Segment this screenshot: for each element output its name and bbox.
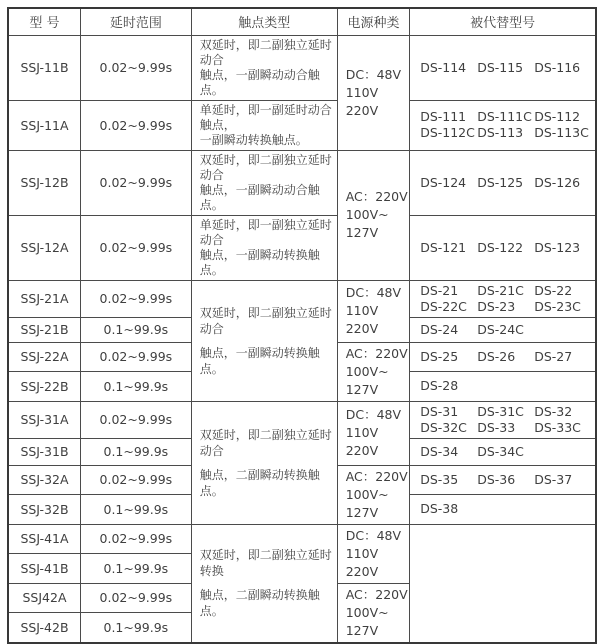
model-cell: SSJ-12B bbox=[8, 150, 80, 215]
power-type-cell bbox=[337, 342, 409, 401]
contact-line: 触点，一副瞬动动合触点。 bbox=[199, 182, 320, 212]
power-type-cell bbox=[337, 35, 409, 150]
replaced-models-cell bbox=[410, 150, 596, 215]
model-cell: SSJ-42B bbox=[8, 613, 80, 643]
replaced-model-item: DS-113C bbox=[534, 125, 589, 140]
column-header-model: 型 号 bbox=[8, 8, 80, 35]
table-row bbox=[8, 215, 596, 280]
replaced-models-cell bbox=[410, 100, 596, 150]
contact-type-cell bbox=[191, 524, 337, 643]
delay-range-cell: 0.02~9.99s bbox=[80, 465, 191, 495]
replaced-model-item: DS-114 bbox=[420, 59, 467, 75]
replaced-models-cell bbox=[410, 342, 596, 372]
model-cell: SSJ-41A bbox=[8, 524, 80, 554]
power-line: DC：48V bbox=[345, 407, 402, 422]
model-cell: SSJ42A bbox=[8, 583, 80, 613]
model-cell: SSJ-21A bbox=[8, 280, 80, 317]
power-line: 110V bbox=[345, 84, 379, 100]
power-line: AC：220V bbox=[345, 189, 408, 204]
replaced-model-item: DS-124 bbox=[420, 174, 467, 190]
model-cell: SSJ-12A bbox=[8, 215, 80, 280]
replaced-model-item: DS-121 bbox=[420, 239, 467, 255]
replaced-models-cell bbox=[410, 372, 596, 402]
power-line: DC：48V bbox=[345, 527, 402, 543]
replaced-models-cell bbox=[410, 215, 596, 280]
replaced-models-cell bbox=[410, 280, 596, 317]
contact-line: 双延时，即二副独立延时动合 bbox=[199, 37, 332, 67]
power-line: 110V bbox=[345, 545, 379, 561]
contact-type-cell bbox=[191, 150, 337, 215]
power-line: AC：220V bbox=[345, 468, 408, 484]
model-cell: SSJ-22B bbox=[8, 372, 80, 402]
column-header-contact: 触点类型 bbox=[191, 8, 337, 35]
contact-line: 双延时，即二副独立延时动合 bbox=[199, 152, 332, 182]
table-row bbox=[8, 35, 596, 100]
replaced-model-item: DS-116 bbox=[534, 59, 581, 75]
power-type-cell bbox=[337, 465, 409, 524]
contact-type-cell bbox=[191, 35, 337, 100]
replaced-models-cell bbox=[410, 524, 596, 643]
power-line: 127V bbox=[345, 381, 379, 397]
replaced-model-item: DS-23C bbox=[534, 298, 581, 314]
contact-type-cell bbox=[191, 280, 337, 401]
contact-type-cell bbox=[191, 100, 337, 150]
delay-range-cell: 0.02~9.99s bbox=[80, 583, 191, 613]
replaced-model-item: DS-21C bbox=[477, 282, 524, 298]
replaced-model-item: DS-34 bbox=[420, 443, 459, 459]
power-type-cell bbox=[337, 583, 409, 643]
delay-range-cell: 0.1~99.9s bbox=[80, 372, 191, 402]
table-row bbox=[8, 401, 596, 438]
replaced-models-cell bbox=[410, 465, 596, 495]
replaced-model-item: DS-126 bbox=[534, 174, 581, 190]
replaced-model-item: DS-34C bbox=[477, 443, 524, 459]
power-line: 127V bbox=[345, 504, 379, 520]
replaced-model-item: DS-32C bbox=[420, 419, 467, 435]
contact-line: 触点，二副瞬动转换触点。 bbox=[199, 588, 320, 618]
delay-range-cell: 0.1~99.9s bbox=[80, 317, 191, 342]
replaced-model-item: DS-31C bbox=[477, 403, 524, 419]
delay-range-cell: 0.02~9.99s bbox=[80, 35, 191, 100]
delay-range-cell: 0.02~9.99s bbox=[80, 100, 191, 150]
replaced-model-item: DS-115 bbox=[477, 59, 524, 75]
replaced-model-item: DS-31 bbox=[420, 403, 459, 419]
table-body bbox=[8, 35, 596, 643]
replaced-models-cell bbox=[410, 401, 596, 438]
replaced-model-item: DS-123 bbox=[534, 239, 581, 255]
replaced-model-item: DS-28 bbox=[420, 378, 459, 394]
replaced-model-item: DS-24C bbox=[477, 321, 524, 337]
contact-line: 双延时，即二副独立延时动合 bbox=[199, 305, 332, 336]
replaced-model-item: DS-22C bbox=[420, 298, 467, 314]
power-line: DC：48V bbox=[345, 66, 402, 82]
contact-type-cell bbox=[191, 401, 337, 524]
table-row bbox=[8, 524, 596, 554]
power-line: 220V bbox=[345, 321, 379, 336]
contact-type-cell bbox=[191, 215, 337, 280]
delay-range-cell: 0.02~9.99s bbox=[80, 215, 191, 280]
model-cell: SSJ-11A bbox=[8, 100, 80, 150]
contact-line: 触点，二副瞬动转换触点。 bbox=[199, 467, 320, 498]
replaced-models-cell bbox=[410, 35, 596, 100]
model-cell: SSJ-32A bbox=[8, 465, 80, 495]
power-line: 220V bbox=[345, 443, 379, 458]
column-header-power: 电源种类 bbox=[337, 8, 409, 35]
power-type-cell bbox=[337, 524, 409, 583]
contact-line: 触点，一副瞬动转换触点。 bbox=[199, 247, 320, 277]
delay-range-cell: 0.02~9.99s bbox=[80, 280, 191, 317]
power-line: AC：220V bbox=[345, 345, 408, 361]
power-line: 127V bbox=[345, 225, 379, 240]
delay-range-cell: 0.02~9.99s bbox=[80, 401, 191, 438]
replaced-models-cell bbox=[410, 495, 596, 525]
power-line: 100V~ bbox=[345, 207, 389, 222]
table-row bbox=[8, 150, 596, 215]
power-type-cell bbox=[337, 150, 409, 280]
replaced-model-item: DS-33C bbox=[534, 419, 581, 435]
replaced-model-item: DS-35 bbox=[420, 471, 459, 487]
power-line: 100V~ bbox=[345, 486, 389, 502]
delay-range-cell: 0.02~9.99s bbox=[80, 342, 191, 372]
table-row bbox=[8, 280, 596, 317]
delay-range-cell: 0.1~99.9s bbox=[80, 613, 191, 643]
power-line: AC：220V bbox=[345, 586, 408, 602]
power-line: 110V bbox=[345, 303, 379, 318]
model-cell: SSJ-41B bbox=[8, 554, 80, 584]
replaced-model-item: DS-36 bbox=[477, 471, 516, 487]
replaced-model-item: DS-38 bbox=[420, 501, 459, 517]
power-line: 100V~ bbox=[345, 604, 389, 620]
replaced-model-item: DS-27 bbox=[534, 348, 573, 364]
contact-line: 触点，一副瞬动动合触点。 bbox=[199, 67, 320, 97]
contact-line: 单延时，即一副延时动合触点， bbox=[199, 102, 332, 132]
delay-range-cell: 0.1~99.9s bbox=[80, 495, 191, 525]
relay-spec-table bbox=[7, 7, 597, 644]
replaced-model-item: DS-32 bbox=[534, 403, 573, 419]
delay-range-cell: 0.1~99.9s bbox=[80, 438, 191, 465]
contact-line: 单延时，即一副独立延时动合 bbox=[199, 217, 332, 247]
replaced-model-item: DS-113 bbox=[477, 125, 524, 140]
replaced-model-item: DS-24 bbox=[420, 321, 459, 337]
contact-line: 一副瞬动转换触点。 bbox=[199, 132, 308, 147]
contact-line: 双延时，即二副独立延时转换 bbox=[199, 548, 332, 578]
model-cell: SSJ-32B bbox=[8, 495, 80, 525]
replaced-model-item: DS-112 bbox=[534, 109, 581, 124]
replaced-model-item: DS-112C bbox=[420, 125, 475, 140]
column-header-delay: 延时范围 bbox=[80, 8, 191, 35]
power-line: 100V~ bbox=[345, 363, 389, 379]
power-type-cell bbox=[337, 401, 409, 465]
replaced-model-item: DS-33 bbox=[477, 419, 516, 435]
header-row bbox=[8, 8, 596, 35]
replaced-model-item: DS-23 bbox=[477, 298, 516, 314]
replaced-model-item: DS-22 bbox=[534, 282, 573, 298]
replaced-model-item: DS-26 bbox=[477, 348, 516, 364]
delay-range-cell: 0.1~99.9s bbox=[80, 554, 191, 584]
delay-range-cell: 0.02~9.99s bbox=[80, 524, 191, 554]
model-cell: SSJ-11B bbox=[8, 35, 80, 100]
replaced-model-item: DS-21 bbox=[420, 282, 459, 298]
power-line: 220V bbox=[345, 102, 379, 118]
replaced-model-item: DS-111C bbox=[477, 109, 532, 124]
table-row bbox=[8, 100, 596, 150]
replaced-model-item: DS-111 bbox=[420, 109, 467, 124]
replaced-model-item: DS-37 bbox=[534, 471, 573, 487]
column-header-replaced: 被代替型号 bbox=[410, 8, 596, 35]
model-cell: SSJ-31B bbox=[8, 438, 80, 465]
model-cell: SSJ-21B bbox=[8, 317, 80, 342]
contact-line: 双延时，即二副独立延时动合 bbox=[199, 427, 332, 458]
replaced-models-cell bbox=[410, 317, 596, 342]
replaced-model-item: DS-125 bbox=[477, 174, 524, 190]
replaced-models-cell bbox=[410, 438, 596, 465]
power-line: 127V bbox=[345, 622, 379, 638]
replaced-model-item: DS-122 bbox=[477, 239, 524, 255]
model-cell: SSJ-22A bbox=[8, 342, 80, 372]
contact-line: 触点，一副瞬动转换触点。 bbox=[199, 345, 320, 376]
model-cell: SSJ-31A bbox=[8, 401, 80, 438]
power-line: 110V bbox=[345, 425, 379, 440]
power-line: DC：48V bbox=[345, 285, 402, 300]
power-line: 220V bbox=[345, 563, 379, 579]
delay-range-cell: 0.02~9.99s bbox=[80, 150, 191, 215]
replaced-model-item: DS-25 bbox=[420, 348, 459, 364]
power-type-cell bbox=[337, 280, 409, 342]
